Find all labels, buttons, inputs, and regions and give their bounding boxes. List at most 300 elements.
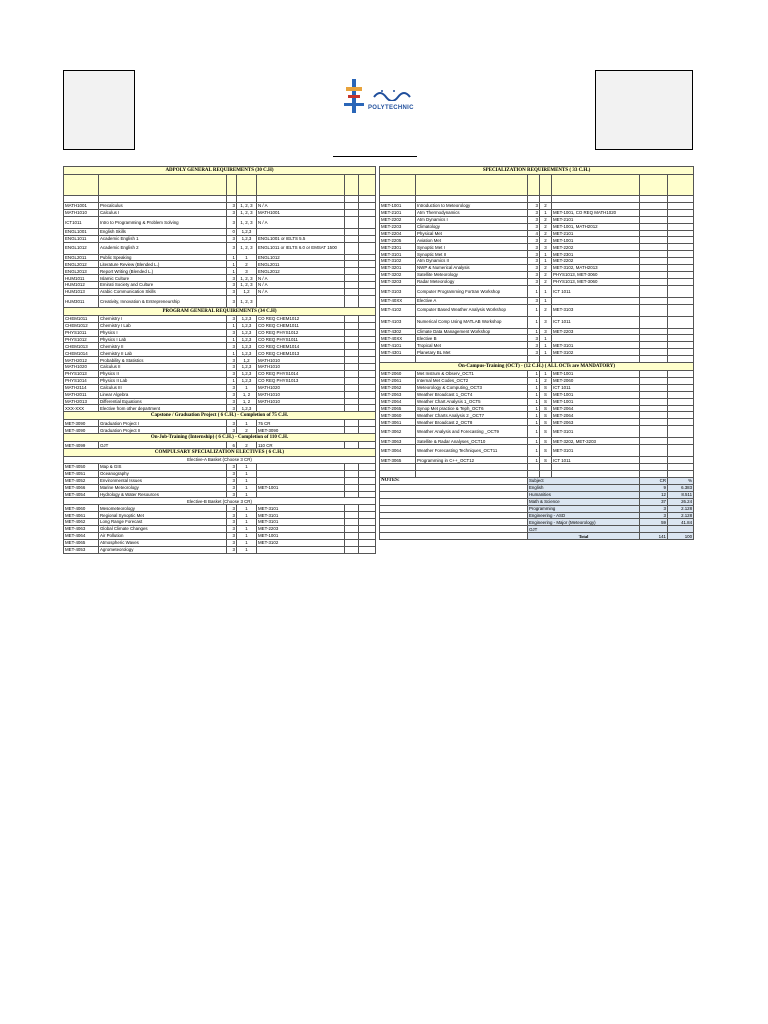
table-row [64, 315, 376, 322]
table-row [380, 223, 694, 230]
table-cell: ENGL2011 [64, 254, 99, 261]
table-row [380, 237, 694, 244]
table-cell: Chemistry I Lab [99, 322, 227, 329]
table-cell: ENGL1012 [257, 254, 345, 261]
table-cell [668, 457, 694, 464]
table-cell: Computer Programming Fortran Workshop [416, 285, 528, 297]
table-cell: Environmental Issues [99, 477, 227, 484]
table-cell: MET-1001, CO REQ MATH1020 [552, 209, 640, 216]
table-cell: 3 [227, 329, 237, 336]
table-cell [640, 438, 668, 445]
table-cell: 2 [540, 223, 552, 230]
table-cell [345, 539, 359, 546]
table-cell: 1 [528, 391, 540, 398]
table-cell: MET-2203 [380, 223, 416, 230]
table-cell [416, 356, 528, 363]
table-cell: MET-4302 [380, 328, 416, 335]
table-cell: Synoptic Met II [416, 251, 528, 258]
table-cell: English Skills [99, 228, 227, 235]
table-cell [345, 203, 359, 210]
table-cell [359, 268, 376, 275]
table-cell [257, 405, 345, 412]
table-cell: Numerical Comp Using MATLAB Workshop [416, 316, 528, 328]
table-cell: 3 [227, 364, 237, 371]
table-cell: Programming in C++_OCT12 [416, 457, 528, 464]
table-cell: MET-1001 [552, 371, 640, 378]
table-cell [359, 357, 376, 364]
table-cell [668, 265, 694, 272]
table-cell [257, 470, 345, 477]
table-cell: 2 [540, 265, 552, 272]
table-cell: MET-2202 [552, 258, 640, 265]
table-row [64, 491, 376, 498]
table-cell: N / A [257, 275, 345, 282]
table-cell: 3 [227, 391, 237, 398]
table-row [64, 336, 376, 343]
table-row [380, 328, 694, 335]
table-cell [345, 315, 359, 322]
table-cell [359, 442, 376, 449]
table-cell: 3 [227, 398, 237, 405]
table-cell [640, 271, 668, 278]
table-cell: 3 [528, 265, 540, 272]
table-cell: 100 [668, 533, 694, 540]
notes-label: NOTES: [380, 478, 528, 485]
table-row [64, 235, 376, 242]
table-cell: 1 [237, 539, 257, 546]
table-cell: 3 [227, 525, 237, 532]
table-cell: MATH1010 [257, 391, 345, 398]
table-cell: MET-3061 [380, 419, 416, 426]
table-cell: 1 [237, 512, 257, 519]
table-cell: MET-3203 [380, 278, 416, 285]
table-cell [257, 491, 345, 498]
table-cell: 1,2,3 [237, 322, 257, 329]
table-row [64, 391, 376, 398]
table-cell: Oceanography [99, 470, 227, 477]
table-cell [359, 364, 376, 371]
table-cell: 59 [640, 519, 668, 526]
table-cell: 1, 2 [237, 398, 257, 405]
table-cell: 3 [227, 477, 237, 484]
table-cell: MET-4301 [380, 349, 416, 356]
table-cell [345, 519, 359, 526]
notes-row [380, 526, 694, 533]
table-cell [668, 419, 694, 426]
table-row [380, 297, 694, 304]
table-cell [359, 539, 376, 546]
table-cell [345, 398, 359, 405]
table-cell: ENGL2013 [64, 268, 99, 275]
table-cell [359, 228, 376, 235]
table-cell: 3 [528, 237, 540, 244]
spacer-row [380, 464, 694, 471]
table-cell: 3 [528, 223, 540, 230]
table-cell: 3 [227, 405, 237, 412]
table-cell: 3 [227, 427, 237, 434]
table-cell: 1 [237, 384, 257, 391]
table-cell [64, 175, 99, 196]
table-cell [640, 356, 668, 363]
table-cell [359, 275, 376, 282]
table-cell: 3 [227, 235, 237, 242]
table-cell: Weather Forecasting Techniques_OCT11 [416, 445, 528, 457]
table-cell: S [540, 391, 552, 398]
table-cell [345, 322, 359, 329]
table-cell [257, 295, 345, 307]
table-cell [640, 265, 668, 272]
table-cell: PHYS1013, MET-3060 [552, 278, 640, 285]
table-cell [668, 445, 694, 457]
table-row [380, 278, 694, 285]
table-cell: 3 [237, 268, 257, 275]
table-cell: 3 [528, 342, 540, 349]
table-cell: MET-2205 [380, 237, 416, 244]
table-cell: 3 [540, 316, 552, 328]
table-cell: 2 [540, 278, 552, 285]
table-cell: 3 [227, 532, 237, 539]
table-cell: 1 [528, 285, 540, 297]
table-cell [668, 175, 694, 196]
table-cell [345, 196, 359, 203]
table-cell [257, 546, 345, 553]
section-header-row [380, 363, 694, 371]
table-cell: 3 [528, 349, 540, 356]
table-cell: ENGL1001 or IELTS 5.5 [257, 235, 345, 242]
table-cell: MET-4102 [380, 304, 416, 316]
section-title: PROGRAM GENERAL REQUIREMENTS (34 C.H) [64, 307, 376, 315]
table-cell: MET-4062 [64, 519, 99, 526]
table-cell: 1,2,3 [237, 329, 257, 336]
table-cell [345, 525, 359, 532]
table-cell: 1,2 [237, 289, 257, 296]
table-cell: Report Writing (Blended L.) [99, 268, 227, 275]
table-cell: MET-4064 [64, 532, 99, 539]
table-row [64, 463, 376, 470]
table-row [380, 384, 694, 391]
table-cell: 3 [528, 258, 540, 265]
polytechnic-logo [342, 77, 422, 121]
table-cell: Arabic Communication Skills [99, 289, 227, 296]
spacer-row [380, 196, 694, 203]
table-cell [359, 242, 376, 254]
table-cell: MET-2101 [380, 209, 416, 216]
table-cell: 6 [227, 442, 237, 449]
table-cell [345, 512, 359, 519]
table-row [64, 295, 376, 307]
table-cell: 2 [540, 230, 552, 237]
table-cell: 3 [227, 484, 237, 491]
notes-subject: Total [528, 533, 640, 540]
table-cell: MET-2065 [380, 405, 416, 412]
table-row [64, 427, 376, 434]
table-cell: 1,2 [237, 357, 257, 364]
table-cell [345, 384, 359, 391]
table-cell: MET-3202, MET-3203 [552, 438, 640, 445]
notes-label [380, 526, 528, 533]
table-cell: S [540, 426, 552, 438]
table-cell: 1 [528, 371, 540, 378]
table-cell: 1,2,3 [237, 364, 257, 371]
table-cell: 1 [528, 398, 540, 405]
table-cell: MET-1001 [380, 203, 416, 210]
table-cell: MET-2061 [380, 378, 416, 385]
table-cell: MET-3101 [552, 445, 640, 457]
table-cell: 1 [540, 342, 552, 349]
table-cell: Mesometeorology [99, 505, 227, 512]
table-cell [380, 196, 416, 203]
table-cell: MET-4052 [64, 477, 99, 484]
notes-subject: Subject [528, 478, 640, 485]
section-title: SPECIALIZATION REQUIREMENTS ( 33 C.H.) [380, 167, 694, 175]
table-cell [668, 438, 694, 445]
table-cell [380, 464, 416, 471]
table-cell: S [540, 438, 552, 445]
table-row [380, 349, 694, 356]
table-row [380, 419, 694, 426]
table-cell: Calculus II [99, 364, 227, 371]
table-cell: Radar Meteorology [416, 278, 528, 285]
table-cell [668, 349, 694, 356]
table-cell [345, 470, 359, 477]
table-cell: 1 [237, 470, 257, 477]
table-cell: MET-2101 [552, 216, 640, 223]
table-cell: 2 [540, 304, 552, 316]
table-cell: MATH1010 [257, 364, 345, 371]
table-cell: 1 [227, 377, 237, 384]
table-cell: Intro to Programming & Problem Solving [99, 216, 227, 228]
table-cell [359, 512, 376, 519]
table-row [64, 242, 376, 254]
table-cell [345, 427, 359, 434]
table-cell: 2 [237, 261, 257, 268]
table-cell: 1 [237, 546, 257, 553]
table-cell: MET-4053 [64, 546, 99, 553]
table-row [380, 342, 694, 349]
table-cell: 1 [528, 304, 540, 316]
table-cell: MET-3102, MATH2013 [552, 265, 640, 272]
table-cell: MET-2301 [552, 251, 640, 258]
table-cell [668, 251, 694, 258]
table-cell: CO REQ PHYS1012 [257, 329, 345, 336]
table-cell: 3 [227, 470, 237, 477]
table-cell: MATH2011 [64, 391, 99, 398]
title-underline [333, 156, 417, 157]
table-cell: MET-3090 [257, 427, 345, 434]
table-cell: MET-4101 [380, 342, 416, 349]
table-cell [359, 491, 376, 498]
table-cell: 1, 2, 3 [237, 295, 257, 307]
table-row [64, 377, 376, 384]
table-cell: 1 [237, 477, 257, 484]
table-cell: Hydrology & Water Resources [99, 491, 227, 498]
table-cell [668, 230, 694, 237]
table-cell: MET-1001 [552, 391, 640, 398]
table-cell: 1,2,3 [237, 350, 257, 357]
table-cell: 1, 2 [237, 391, 257, 398]
table-cell [668, 412, 694, 419]
table-cell [345, 505, 359, 512]
table-cell: 1,2,3 [237, 315, 257, 322]
table-cell [345, 295, 359, 307]
table-cell: 1, 2, 3 [237, 242, 257, 254]
table-cell [552, 335, 640, 342]
table-cell: S [540, 398, 552, 405]
table-cell: 1 [528, 412, 540, 419]
table-cell [99, 175, 227, 196]
table-cell [237, 196, 257, 203]
table-cell: 1 [528, 419, 540, 426]
table-cell [359, 405, 376, 412]
table-cell: XXX-XXX [64, 405, 99, 412]
table-row [64, 322, 376, 329]
table-cell [345, 532, 359, 539]
table-row [380, 391, 694, 398]
notes-subject: Programming [528, 505, 640, 512]
notes-label [380, 512, 528, 519]
table-cell: 1 [540, 258, 552, 265]
table-cell [345, 364, 359, 371]
table-cell: MET-2062 [380, 384, 416, 391]
study-plan-sheet [63, 70, 693, 720]
table-row [380, 371, 694, 378]
table-cell [359, 398, 376, 405]
table-cell [359, 377, 376, 384]
logo-arabic-script-icon [372, 87, 414, 101]
table-row [64, 289, 376, 296]
table-cell: Weather Chart Analysis 1_OCT5 [416, 398, 528, 405]
table-row [380, 244, 694, 251]
table-row [380, 216, 694, 223]
table-cell: Precalculus [99, 203, 227, 210]
table-cell: MET-3101 [257, 519, 345, 526]
table-cell [640, 405, 668, 412]
table-cell: 1 [528, 426, 540, 438]
table-cell [380, 175, 416, 196]
table-row [380, 398, 694, 405]
table-cell: Physics II Lab [99, 377, 227, 384]
table-cell: Creativity, Innovation & Entrepreneurship [99, 295, 227, 307]
table-cell: MATH1010 [257, 357, 345, 364]
table-cell [359, 391, 376, 398]
table-cell: MATH1020 [257, 384, 345, 391]
table-cell: N / A [257, 282, 345, 289]
table-cell [540, 464, 552, 471]
table-cell: 1 [528, 384, 540, 391]
table-cell [345, 268, 359, 275]
table-cell: 3 [528, 251, 540, 258]
notes-row [380, 505, 694, 512]
table-cell: CHEM1014 [64, 350, 99, 357]
table-cell: CO REQ CHEM1011 [257, 322, 345, 329]
table-cell: Climatology [416, 223, 528, 230]
table-cell: MET-4099 [64, 442, 99, 449]
table-row [380, 265, 694, 272]
table-row [64, 350, 376, 357]
table-cell: MATH1001 [64, 203, 99, 210]
table-cell [345, 391, 359, 398]
table-cell [359, 216, 376, 228]
notes-row [380, 484, 694, 491]
table-cell [257, 196, 345, 203]
notes-label [380, 533, 528, 540]
table-cell: 1 [237, 420, 257, 427]
table-cell [640, 457, 668, 464]
table-cell [227, 196, 237, 203]
table-row [64, 532, 376, 539]
table-cell: MET-3101 [380, 251, 416, 258]
table-cell: N / A [257, 289, 345, 296]
notes-subject: OJT [528, 526, 640, 533]
table-cell [640, 335, 668, 342]
table-cell: CO REQ PHYS1011 [257, 336, 345, 343]
section-title: ADPOLY GENERAL REQUIREMENTS (30 C.H) [64, 167, 376, 175]
table-cell [359, 329, 376, 336]
table-cell: 2 [237, 427, 257, 434]
table-row [64, 405, 376, 412]
table-cell: 3 [227, 203, 237, 210]
table-row [64, 261, 376, 268]
table-row [380, 258, 694, 265]
table-cell: MET-3090 [64, 420, 99, 427]
table-cell: MET-2060 [380, 371, 416, 378]
table-cell: 3 [227, 505, 237, 512]
table-cell [668, 271, 694, 278]
table-row [380, 438, 694, 445]
table-cell [345, 175, 359, 196]
table-cell: 1,2,3 [237, 343, 257, 350]
table-cell [257, 175, 345, 196]
table-row [64, 442, 376, 449]
table-cell: Computer Based Weather Analysis Workshop [416, 304, 528, 316]
table-cell [359, 463, 376, 470]
table-cell: 1,2,3 [237, 336, 257, 343]
table-cell [668, 526, 694, 533]
table-cell [640, 251, 668, 258]
table-cell: 3 [227, 289, 237, 296]
table-cell: MET-3064 [380, 445, 416, 457]
table-cell: 1 [237, 525, 257, 532]
table-cell: Regional Synoptic Met [99, 512, 227, 519]
table-cell: Weather Broadcast 1_OCT4 [416, 391, 528, 398]
table-cell: MET-4066 [64, 484, 99, 491]
table-cell: 1 [540, 285, 552, 297]
table-cell: 3 [227, 295, 237, 307]
table-cell: Physics I Lab [99, 336, 227, 343]
table-cell: PHYS1013 [64, 371, 99, 378]
table-cell: Chemistry II [99, 343, 227, 350]
table-cell: 1 [237, 505, 257, 512]
table-cell: MET-2060 [552, 378, 640, 385]
table-cell: MET-2301 [380, 244, 416, 251]
table-cell: 3 [227, 371, 237, 378]
table-cell: 3 [540, 328, 552, 335]
table-cell: Differential Equations [99, 398, 227, 405]
table-cell [359, 484, 376, 491]
table-cell [359, 175, 376, 196]
table-cell [359, 532, 376, 539]
table-cell: 1 [528, 445, 540, 457]
table-cell [345, 350, 359, 357]
left-panel [63, 166, 375, 554]
table-cell: HUM1012 [64, 282, 99, 289]
table-cell: ENGL1001 [64, 228, 99, 235]
table-cell: MET-2063 [552, 419, 640, 426]
table-cell: Elective A [416, 297, 528, 304]
table-cell: MET-3101 [257, 505, 345, 512]
table-cell: Marine Meteorology [99, 484, 227, 491]
table-cell: PHYS1014 [64, 377, 99, 384]
